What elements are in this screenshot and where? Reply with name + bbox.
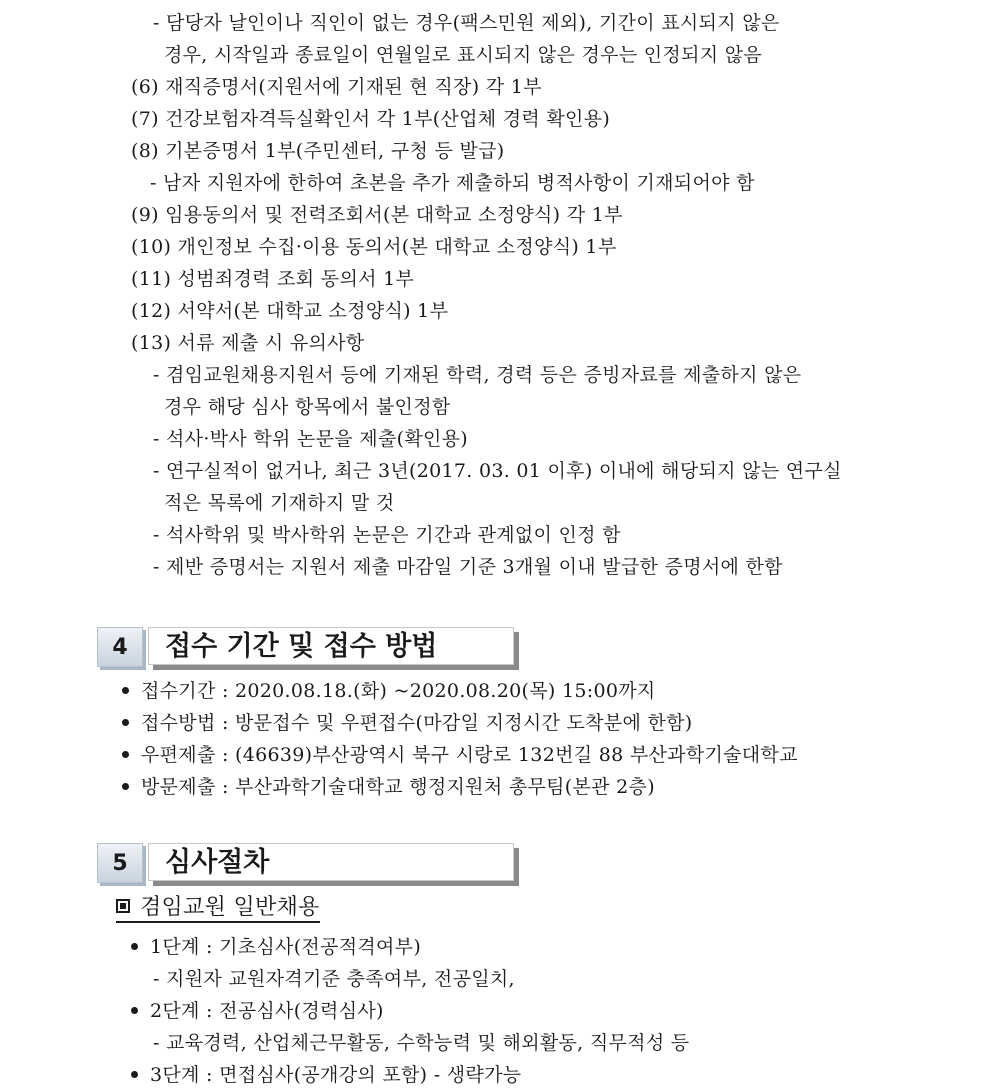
section-4-header	[97, 627, 523, 671]
section-title: 접수 기간 및 접수 방법	[148, 627, 514, 665]
step-item	[131, 1063, 521, 1087]
step-label: 3단계 : 면접심사(공개강의 포함) - 생략가능	[150, 1064, 522, 1086]
subheading	[116, 896, 320, 920]
section-5-header	[97, 843, 523, 887]
list-line: (9) 임용동의서 및 전력조회서(본 대학교 소정양식) 각 1부	[131, 204, 623, 226]
list-line: (8) 기본증명서 1부(주민센터, 구청 등 발급)	[131, 140, 505, 162]
list-line: - 연구실적이 없거나, 최근 3년(2017. 03. 01 이후) 이내에 해당되지 않는 연구실	[153, 460, 842, 482]
list-line: (7) 건강보험자격득실확인서 각 1부(산업체 경력 확인용)	[131, 108, 611, 130]
section-number: 5	[97, 843, 143, 883]
bullet-icon	[131, 943, 138, 950]
list-item-text: 접수방법 : 방문접수 및 우편접수(마감일 지정시간 도착분에 한함)	[141, 712, 693, 734]
list-line: - 석사학위 및 박사학위 논문은 기간과 관계없이 인정 함	[153, 524, 621, 546]
list-line: 적은 목록에 기재하지 말 것	[164, 492, 395, 514]
list-line: 경우, 시작일과 종료일이 연월일로 표시되지 않은 경우는 인정되지 않음	[164, 44, 763, 66]
list-line: (12) 서약서(본 대학교 소정양식) 1부	[131, 300, 449, 322]
bullet-icon	[122, 687, 129, 694]
list-line: (13) 서류 제출 시 유의사항	[131, 332, 365, 354]
bullet-icon	[122, 719, 129, 726]
bullet-icon	[131, 1071, 138, 1078]
list-line: - 남자 지원자에 한하여 초본을 추가 제출하되 병적사항이 기재되어야 함	[150, 172, 755, 194]
list-line: - 석사·박사 학위 논문을 제출(확인용)	[153, 428, 468, 450]
section-title: 심사절차	[148, 843, 514, 881]
square-bullet-icon	[116, 899, 130, 913]
bullet-icon	[131, 1007, 138, 1014]
list-item	[122, 679, 656, 703]
list-item-text: 접수기간 : 2020.08.18.(화) ~2020.08.20(목) 15:00까지	[141, 680, 656, 702]
step-item	[131, 935, 421, 959]
bullet-icon	[122, 783, 129, 790]
list-line: 경우 해당 심사 항목에서 불인정함	[164, 396, 451, 418]
step-detail: - 교육경력, 산업체근무활동, 수학능력 및 해외활동, 직무적성 등	[153, 1032, 690, 1054]
step-detail: - 지원자 교원자격기준 충족여부, 전공일치,	[153, 968, 515, 990]
section-number: 4	[97, 627, 143, 667]
list-item	[122, 711, 693, 735]
subheading-text: 겸임교원 일반채용	[140, 895, 320, 920]
step-label: 1단계 : 기초심사(전공적격여부)	[150, 936, 422, 958]
step-label: 2단계 : 전공심사(경력심사)	[150, 1000, 384, 1022]
list-line: - 겸임교원채용지원서 등에 기재된 학력, 경력 등은 증빙자료를 제출하지 않은	[153, 364, 802, 386]
step-item	[131, 999, 384, 1023]
list-line: - 제반 증명서는 지원서 제출 마감일 기준 3개월 이내 발급한 증명서에 한함	[153, 556, 783, 578]
list-item	[122, 743, 798, 767]
list-line: (11) 성범죄경력 조회 동의서 1부	[131, 268, 415, 290]
list-line: (6) 재직증명서(지원서에 기재된 현 직장) 각 1부	[131, 76, 542, 98]
list-item-text: 방문제출 : 부산과학기술대학교 행정지원처 총무팀(본관 2층)	[141, 776, 655, 798]
bullet-icon	[122, 751, 129, 758]
list-item	[122, 775, 655, 799]
list-line: - 담당자 날인이나 직인이 없는 경우(팩스민원 제외), 기간이 표시되지 않은	[153, 12, 780, 34]
list-line: (10) 개인정보 수집·이용 동의서(본 대학교 소정양식) 1부	[131, 236, 617, 258]
list-item-text: 우편제출 : (46639)부산광역시 북구 시랑로 132번길 88 부산과학기술대학교	[141, 744, 798, 766]
